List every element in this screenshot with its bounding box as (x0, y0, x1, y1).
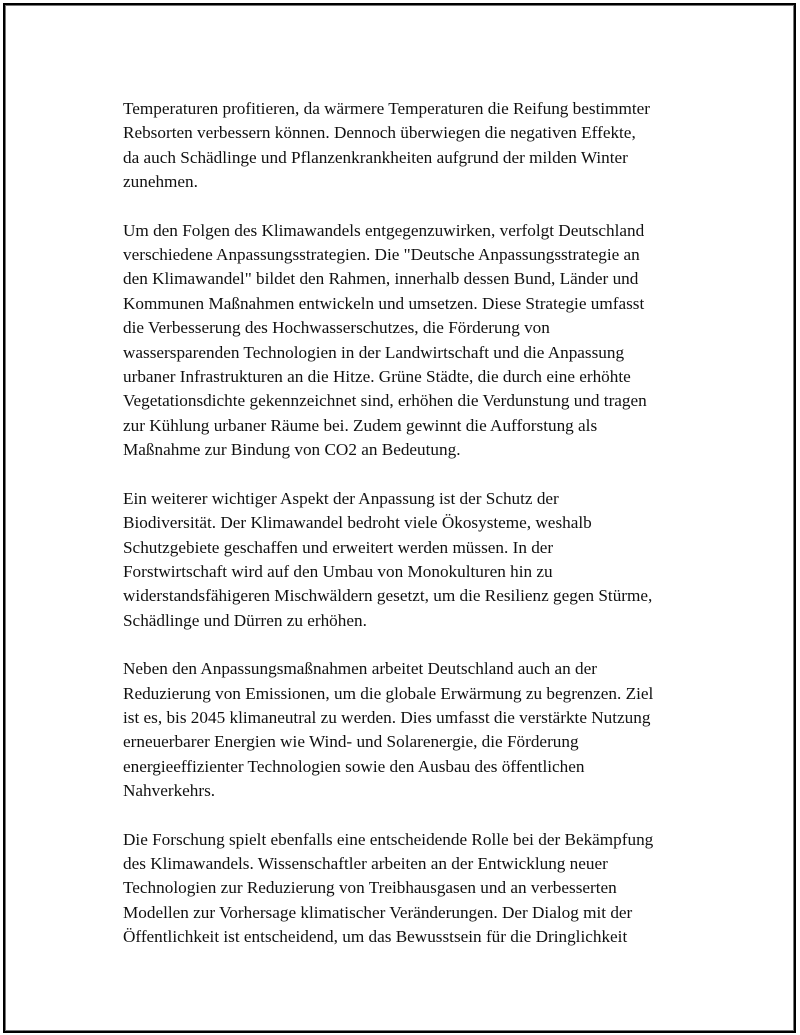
document-body (123, 97, 695, 950)
document-page (3, 3, 796, 1033)
paragraph-2: Um den Folgen des Klimawandels entgegenzuwirken, verfolgt Deutschland verschiedene Anpassungsstrategien. Die "Deutsche Anpassungsstrategie an den Klimawandel" bildet den Rahmen, innerhalb dessen Bund, Länder und Kommunen Maßnahmen entwickeln und umsetzen. Diese Strategie umfasst die Verbesserung des Hochwasserschutzes, die Förderung von wassersparenden Technologien in der Landwirtschaft und die Anpassung urbaner Infrastrukturen an die Hitze. Grüne Städte, die durch eine erhöhte Vegetationsdichte gekennzeichnet sind, erhöhen die Verdunstung und tragen zur Kühlung urbaner Räume bei. Zudem gewinnt die Aufforstung als Maßnahme zur Bindung von CO2 an Bedeutung. (123, 220, 647, 460)
paragraph-5: Die Forschung spielt ebenfalls eine entscheidende Rolle bei der Bekämpfung des Klimawandels. Wissenschaftler arbeiten an der Entwicklung neuer Technologien zur Reduzierung von Treibhausgasen und an verbesserten Modellen zur Vorhersage klimatischer Veränderungen. Der Dialog mit der Öffentlichkeit ist entscheidend, um das Bewusstsein für die Dringlichkeit (123, 829, 654, 947)
paragraph-1: Temperaturen profitieren, da wärmere Temperaturen die Reifung bestimmter Rebsorten verbessern können. Dennoch überwiegen die negativen Effekte, da auch Schädlinge und Pflanzenkrankheiten aufgrund der milden Winter zunehmen. (123, 99, 651, 192)
paragraph-3: Ein weiterer wichtiger Aspekt der Anpassung ist der Schutz der Biodiversität. Der Klimawandel bedroht viele Ökosysteme, weshalb Schutzgebiete geschaffen und erweitert werden müssen. In der Forstwirtschaft wird auf den Umbau von Monokulturen hin zu widerstandsfähigeren Mischwäldern gesetzt, um die Resilienz gegen Stürme, Schädlinge und Dürren zu erhöhen. (123, 488, 653, 630)
paragraph-4: Neben den Anpassungsmaßnahmen arbeitet Deutschland auch an der Reduzierung von Emissionen, um die globale Erwärmung zu begrenzen. Ziel ist es, bis 2045 klimaneutral zu werden. Dies umfasst die verstärkte Nutzung erneuerbarer Energien wie Wind- und Solarenergie, die Förderung energieeffizienter Technologien sowie den Ausbau des öffentlichen Nahverkehrs. (123, 659, 654, 801)
